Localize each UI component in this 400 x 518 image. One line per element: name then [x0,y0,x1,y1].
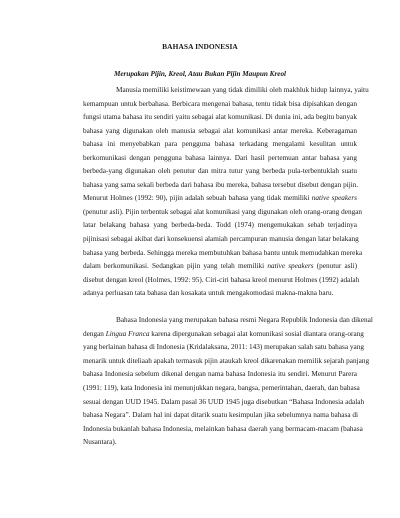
paragraph-line: adanya perluasan tata bahasa dan kosakata untuk mengakomodasi makna-makna baru. [83,289,334,298]
paragraph-line: dalam berkomunikasi. Sedangkan pijin yang telah memiliki native speakers (penutur asli) [83,262,357,271]
italic-term: Lingua Franca [105,329,150,338]
paragraph-line: bahasa yang berbeda. Sehingga mereka membutuhkan bahasa bantu untuk memudahkan mereka [83,248,363,257]
paragraph-line: berkomunikasi dengan pengguna bahasa lainnya. Dari hasil pertemuan antar bahasa yang [83,153,357,162]
paragraph-line: bahasa ini menyebabkan para pengguna bahasa terkadang mengalami kesulitan untuk [83,140,357,149]
paragraph-2 [50,314,373,449]
paragraph-line: Manusia memiliki keistimewaan yang tidak dimiliki oleh makhluk hidup lainnya, yaitu [116,86,369,94]
paragraph-gap [50,301,357,315]
paragraph-line: latar belakang bahasa yang berbeda-beda. Todd (1974) mengemukakan sebab terjadinya [83,221,357,230]
paragraph-line: yang berlainan bahasa di Indonesia (Kridalaksana, 2011: 143) merupakan salah satu bahasa yang [83,343,364,352]
paragraph-line: menarik untuk diteliaah apakah termasuk pijin ataukah kreol dikarenakan memilik sejarah panjang [83,356,370,365]
paragraph-line: bahasa Negara”. Dalam hal ini dapat ditarik suatu kesimpulan jika sebelumnya nama bahasa di [83,411,359,420]
paragraph-line: sesuai dengan UUD 1945. Dalam pasal 36 UUD 1945 juga disebutkan “Bahasa Indonesia adalah [83,397,365,406]
paragraph-line: berbeda-yang digunakan oleh penutur dan mitra tutur yang berbeda pula-terbentuklah suatu [83,167,357,176]
paragraph-line: pijinisasi sebagai akibat dari konsekuensi alamiah percampuran manusia dengan latar belakang [83,235,359,244]
document-body [50,84,373,450]
paragraph-line: Menurut Holmes (1992: 90), pijin adalah sebuah bahasa yang tidak memiliki native speakers [83,194,357,203]
paragraph-line: (penutur asli). Pijin terbentuk sebagai alat komunikasi yang digunakan oleh orang-orang dengan [83,207,363,216]
paragraph-line: bahasa yang sama sekali berbeda dari bahasa ibu mereka, bahasa tersebut disebut dengan pijin. [83,180,359,189]
paragraph-line: bahasa yang digunakan oleh manusia sebagai alat komunikasi antar mereka. Keberagaman [83,126,357,135]
document-title: BAHASA INDONESIA [162,42,238,51]
paragraph-line: fungsi utama bahasa itu sendiri yaitu sebagai alat komunikasi. Di dunia ini, ada begitu banyak [83,113,357,122]
paragraph-line: (1991: 119), kata Indonesia ini menunjukkan negara, bangsa, pemerintahan, daerah, dan bahasa [83,383,360,392]
italic-term: native speakers [267,262,314,271]
paragraph-line: kemampuan untuk berbahasa. Berbicara mengenai bahasa, tentu tidak bisa dipisahkan dengan [83,99,357,108]
paragraph-line: Bahasa Indonesia yang merupakan bahasa resmi Negara Republik Indonesia dan dikenal [116,316,373,325]
paragraph-1 [50,84,369,301]
italic-term: native speakers [311,194,357,203]
document-subtitle: Merupakan Pijin, Kreol, Atau Bukan Pijin Maupun Kreol [113,70,287,78]
paragraph-line: disebut dengan kreol (Holmes, 1992: 95). Ciri-ciri bahasa kreol menurut Holmes (1992) adalah [83,275,360,284]
paragraph-line: Indonesia bukanlah bahasa Indonesia, melainkan bahasa daerah yang bermacam-macam (bahasa [83,424,363,433]
paragraph-line: Nusantara). [83,438,117,447]
paragraph-line: dengan Lingua Franca karena dipergunakan sebagai alat komunikasi sosial diantara orang-orang [83,329,364,338]
paragraph-line: bahasa Indonesia sebelum dikenal dengan nama bahasa Indonesia itu sendiri. Menurut Parera [83,370,357,379]
